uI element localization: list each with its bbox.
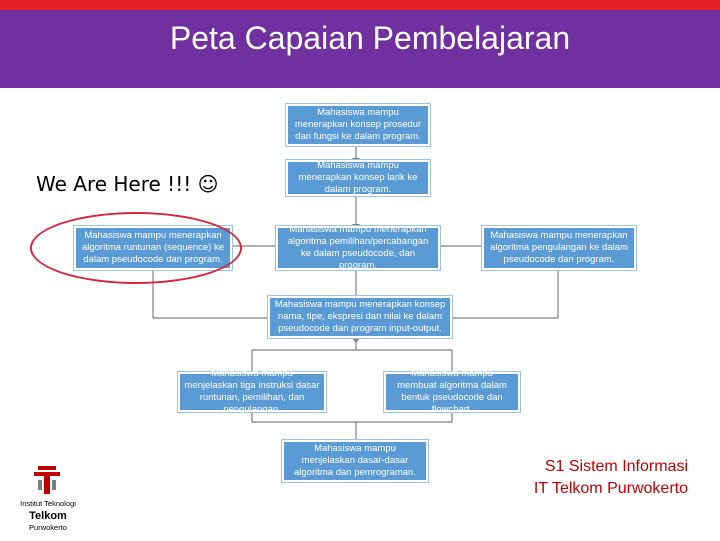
outcome-box-array: Mahasiswa mampu menerapkan konsep larik ke dalam program. bbox=[286, 160, 430, 196]
logo-icon bbox=[8, 466, 88, 536]
we-are-here-label: We Are Here !!! ☺ bbox=[36, 172, 219, 196]
footer-institution: IT Telkom Purwokerto bbox=[533, 480, 688, 497]
logo-line2: Telkom bbox=[29, 510, 67, 522]
outcome-box-algorithm-basics: Mahasiswa mampu menjelaskan dasar-dasar algoritma dan pemrograman. bbox=[282, 440, 428, 482]
footer-program: S1 Sistem Informasi bbox=[544, 458, 688, 475]
arrowhead bbox=[352, 338, 360, 343]
outcome-box-selection: Mahasiswa mampu menerapkan algoritma pemilihan/percabangan ke dalam pseudocode, dan program. bbox=[276, 226, 440, 270]
institution-logo bbox=[8, 466, 88, 536]
outcome-box-sequence: Mahasiswa mampu menerapkan algoritma runtunan (sequence) ke dalam pseudocode dan program. bbox=[74, 226, 232, 270]
slide-title: Peta Capaian Pembelajaran bbox=[169, 20, 571, 56]
footer-credit bbox=[534, 456, 688, 500]
logo-line3: Purwokerto bbox=[29, 523, 67, 532]
logo-line1: Institut Teknologi bbox=[20, 499, 76, 508]
outcome-box-procedure-function: Mahasiswa mampu menerapkan konsep prosedur dan fungsi ke dalam program. bbox=[286, 104, 430, 146]
outcome-box-pseudocode-flowchart: Mahasiswa mampu membuat algoritma dalam bentuk pseudocode dan flowchart. bbox=[384, 372, 520, 412]
outcome-box-loop: Mahasiswa mampu menerapkan algoritma pengulangan ke dalam pseudocode dan program. bbox=[482, 226, 636, 270]
outcome-box-basic-instructions: Mahasiswa mampu menjelaskan tiga instruksi dasar runtunan, pemilihan, dan pengulangan. bbox=[178, 372, 326, 412]
current-position-highlight bbox=[30, 212, 242, 284]
outcome-box-name-type-expression: Mahasiswa mampu menerapkan konsep nama, tipe, ekspresi dan nilai ke dalam pseudocode dan program input-output. bbox=[268, 296, 452, 338]
